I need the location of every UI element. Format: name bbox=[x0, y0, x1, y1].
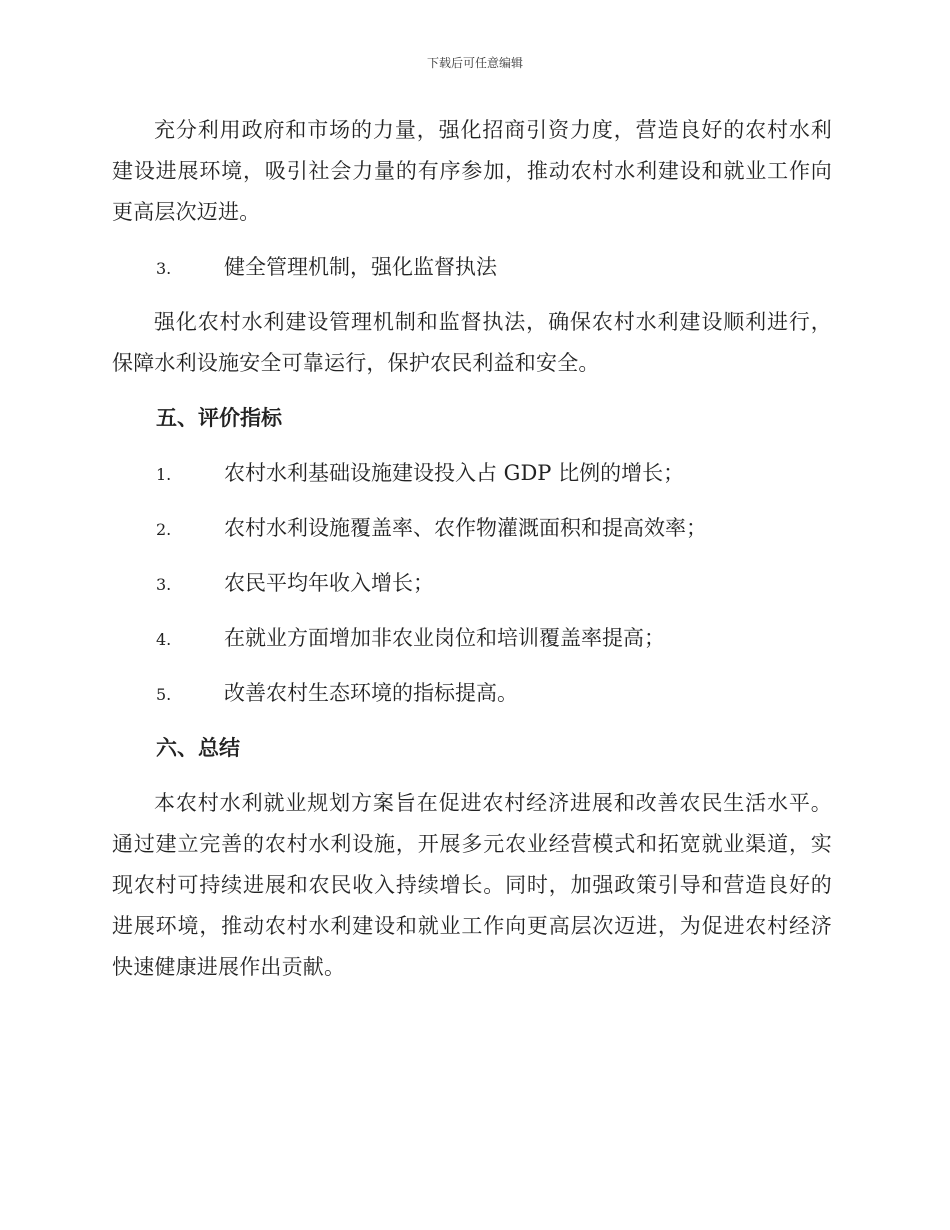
indicator-item bbox=[112, 508, 832, 549]
list-text: 在就业方面增加非农业岗位和培训覆盖率提高； bbox=[224, 626, 665, 650]
list-number: 2. bbox=[156, 520, 172, 539]
paragraph-summary: 本农村水利就业规划方案旨在促进农村经济进展和改善农民生活水平。通过建立完善的农村水利设施，开展多元农业经营模式和拓宽就业渠道，实现农村可持续进展和农民收入持续增长。同时，加强政策引导和营造良好的进展环境，推动农村水利建设和就业工作向更高层次迈进，为促进农村经济快速健康进展作出贡献。 bbox=[112, 791, 832, 979]
list-text: 改善农村生态环境的指标提高。 bbox=[224, 681, 518, 705]
list-text: 健全管理机制，强化监督执法 bbox=[224, 255, 497, 279]
indicator-item bbox=[112, 618, 832, 659]
list-item-management bbox=[112, 247, 832, 288]
indicator-item bbox=[112, 563, 832, 604]
document-body bbox=[112, 110, 832, 988]
paragraph-investment: 充分利用政府和市场的力量，强化招商引资力度，营造良好的农村水利建设进展环境，吸引社会力量的有序参加，推动农村水利建设和就业工作向更高层次迈进。 bbox=[112, 118, 832, 224]
list-text: 农村水利基础设施建设投入占 GDP 比例的增长； bbox=[224, 461, 685, 485]
section-heading-evaluation: 五、评价指标 bbox=[156, 406, 282, 430]
list-number: 3. bbox=[156, 259, 172, 278]
page-header: 下载后可任意编辑 bbox=[426, 56, 523, 70]
list-text: 农民平均年收入增长； bbox=[224, 571, 434, 595]
indicator-item bbox=[112, 453, 832, 494]
indicator-item bbox=[112, 673, 832, 714]
list-number: 3. bbox=[156, 575, 172, 594]
section-heading-summary: 六、总结 bbox=[156, 736, 240, 760]
list-number: 4. bbox=[156, 630, 172, 649]
list-number: 5. bbox=[156, 685, 172, 704]
paragraph-supervision: 强化农村水利建设管理机制和监督执法，确保农村水利建设顺利进行，保障水利设施安全可靠运行，保护农民利益和安全。 bbox=[112, 310, 832, 375]
list-text: 农村水利设施覆盖率、农作物灌溉面积和提高效率； bbox=[224, 516, 707, 540]
list-number: 1. bbox=[156, 465, 172, 484]
